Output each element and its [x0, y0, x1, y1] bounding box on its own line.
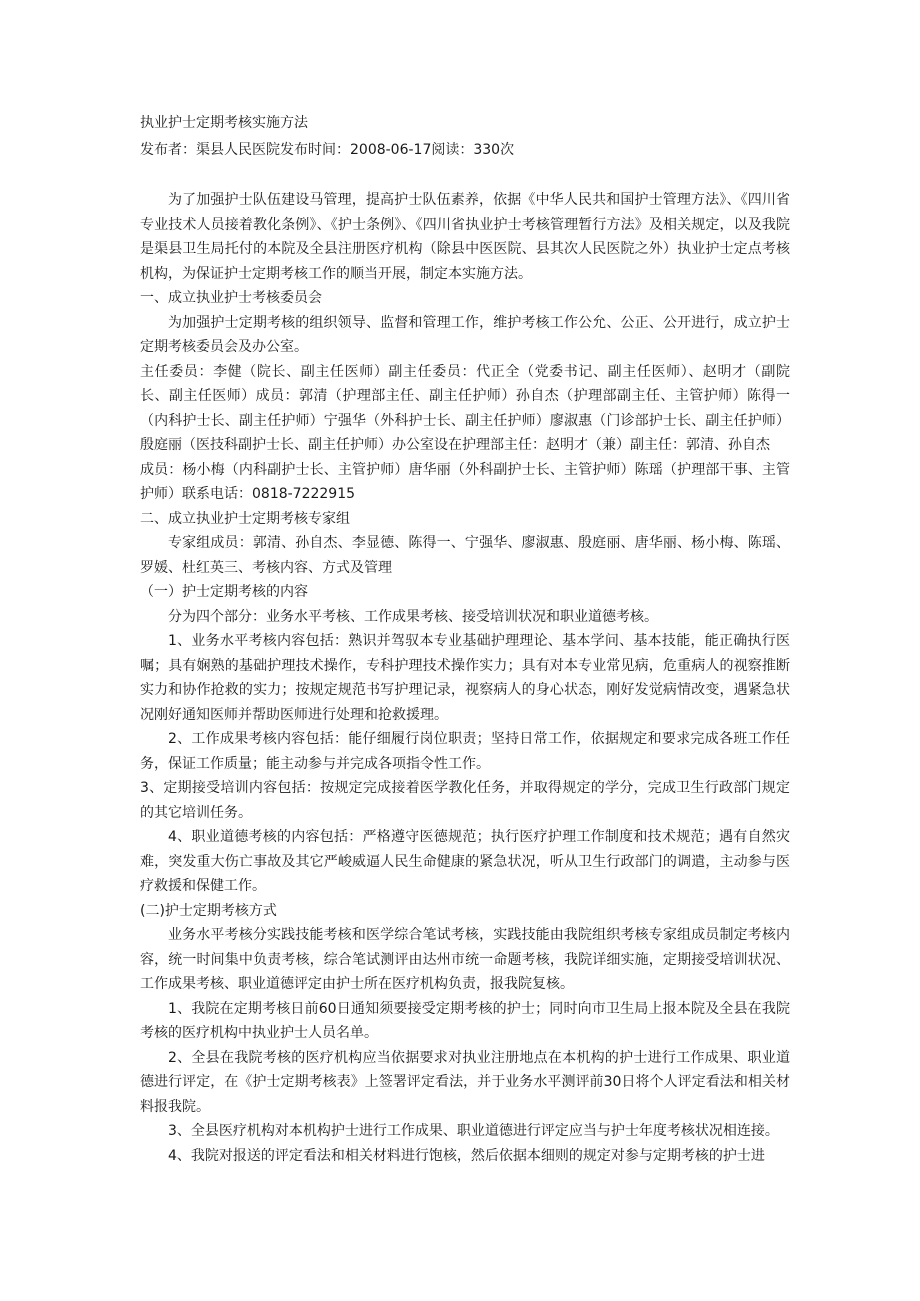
committee-members: 主任委员：李健（院长、副主任医师）副主任委员：代正全（党委书记、副主任医师）、赵明才（副院长、副主任医师）成员：郭清（护理部主任、副主任护师）孙自杰（护理部副主任、主管护师）陈得一（内科护士长、副主任护师）宁强华（外科护士长、副主任护师）廖淑惠（门诊部护士长、副主任护师）殷庭丽（医技科副护士长、副主任护师）办公室设在护理部主任：赵明才（兼）副主任：郭清、孙自杰 [140, 363, 790, 453]
subsection-heading-1: （一）护士定期考核的内容 [140, 584, 308, 600]
expert-members: 专家组成员：郭清、孙自杰、李显德、陈得一、宁强华、廖淑惠、殷庭丽、唐华丽、杨小梅、陈瑶、罗媛、杜红英三、考核内容、方式及管理 [140, 535, 790, 576]
document-body [140, 110, 790, 1168]
section-heading-2: 二、成立执业护士定期考核专家组 [140, 510, 350, 527]
subsection-heading-2: (二)护士定期考核方式 [140, 902, 277, 919]
intro-paragraph: 为了加强护士队伍建设马管理，提高护士队伍素养，依据《中华人民共和国护士管理方法》、《四川省专业技术人员接着教化条例》、《护士条例》、《四川省执业护士考核管理暂行方法》及相关规定，以及我院是渠县卫生局托付的本院及全县注册医疗机构（除县中医医院、县其次人民医院之外）执业护士定点考核机构，为保证护士定期考核工作的顺当开展，制定本实施方法。 [140, 192, 790, 282]
paragraph: 为加强护士定期考核的组织领导、监督和管理工作，维护考核工作公允、公正、公开进行，成立护士定期考核委员会及办公室。 [140, 314, 790, 355]
office-members: 成员：杨小梅（内科副护士长、主管护师）唐华丽（外科副护士长、主管护师）陈瑶（护理部干事、主管护师）联系电话：0818-7222915 [140, 461, 790, 502]
list-item: 1、业务水平考核内容包括：熟识并驾驭本专业基础护理理论、基本学问、基本技能，能正确执行医嘱；具有娴熟的基础护理技术操作，专科护理技术操作实力；具有对本专业常见病，危重病人的视察推断实力和协作抢救的实力；按规定规范书写护理记录，视察病人的身心状态，刚好发觉病情改变，遇紧急状况刚好通知医师并帮助医师进行处理和抢救援理。 [140, 633, 790, 723]
section-heading-1: 一、成立执业护士考核委员会 [140, 290, 322, 306]
list-item: 4、我院对报送的评定看法和相关材料进行饱核，然后依据本细则的规定对参与定期考核的护士进 [168, 1147, 765, 1164]
publish-info: 发布者：渠县人民医院发布时间：2008-06-17阅读：330次 [140, 142, 515, 158]
list-item: 4、职业道德考核的内容包括：严格遵守医德规范；执行医疗护理工作制度和技术规范；遇有自然灾难，突发重大伤亡事故及其它严峻威逼人民生命健康的紧急状况，听从卫生行政部门的调遣，主动参与医疗救援和保健工作。 [140, 829, 790, 894]
paragraph: 业务水平考核分实践技能考核和医学综合笔试考核，实践技能由我院组织考核专家组成员制定考核内容，统一时间集中负责考核，综合笔试测评由达州市统一命题考核，我院详细实施，定期接受培训状况、工作成果考核、职业道德评定由护士所在医疗机构负责，报我院复核。 [140, 927, 790, 992]
list-item: 3、全县医疗机构对本机构护士进行工作成果、职业道德进行评定应当与护士年度考核状况相连接。 [168, 1123, 779, 1139]
list-item: 2、工作成果考核内容包括：能仔细履行岗位职责；坚持日常工作，依据规定和要求完成各班工作任务，保证工作质量；能主动参与并完成各项指令性工作。 [140, 731, 790, 772]
list-item: 3、定期接受培训内容包括：按规定完成接着医学教化任务，并取得规定的学分，完成卫生行政部门规定的其它培训任务。 [140, 780, 790, 821]
list-item: 1、我院在定期考核日前60日通知须要接受定期考核的护士；同时向市卫生局上报本院及全县在我院考核的医疗机构中执业护士人员名单。 [140, 1000, 790, 1041]
paragraph: 分为四个部分：业务水平考核、工作成果考核、接受培训状况和职业道德考核。 [168, 608, 658, 625]
list-item: 2、全县在我院考核的医疗机构应当依据要求对执业注册地点在本机构的护士进行工作成果、职业道德进行评定，在《护士定期考核表》上签署评定看法，并于业务水平测评前30日将个人评定看法和相关材料报我院。 [140, 1049, 790, 1115]
document-title: 执业护士定期考核实施方法 [140, 115, 308, 131]
